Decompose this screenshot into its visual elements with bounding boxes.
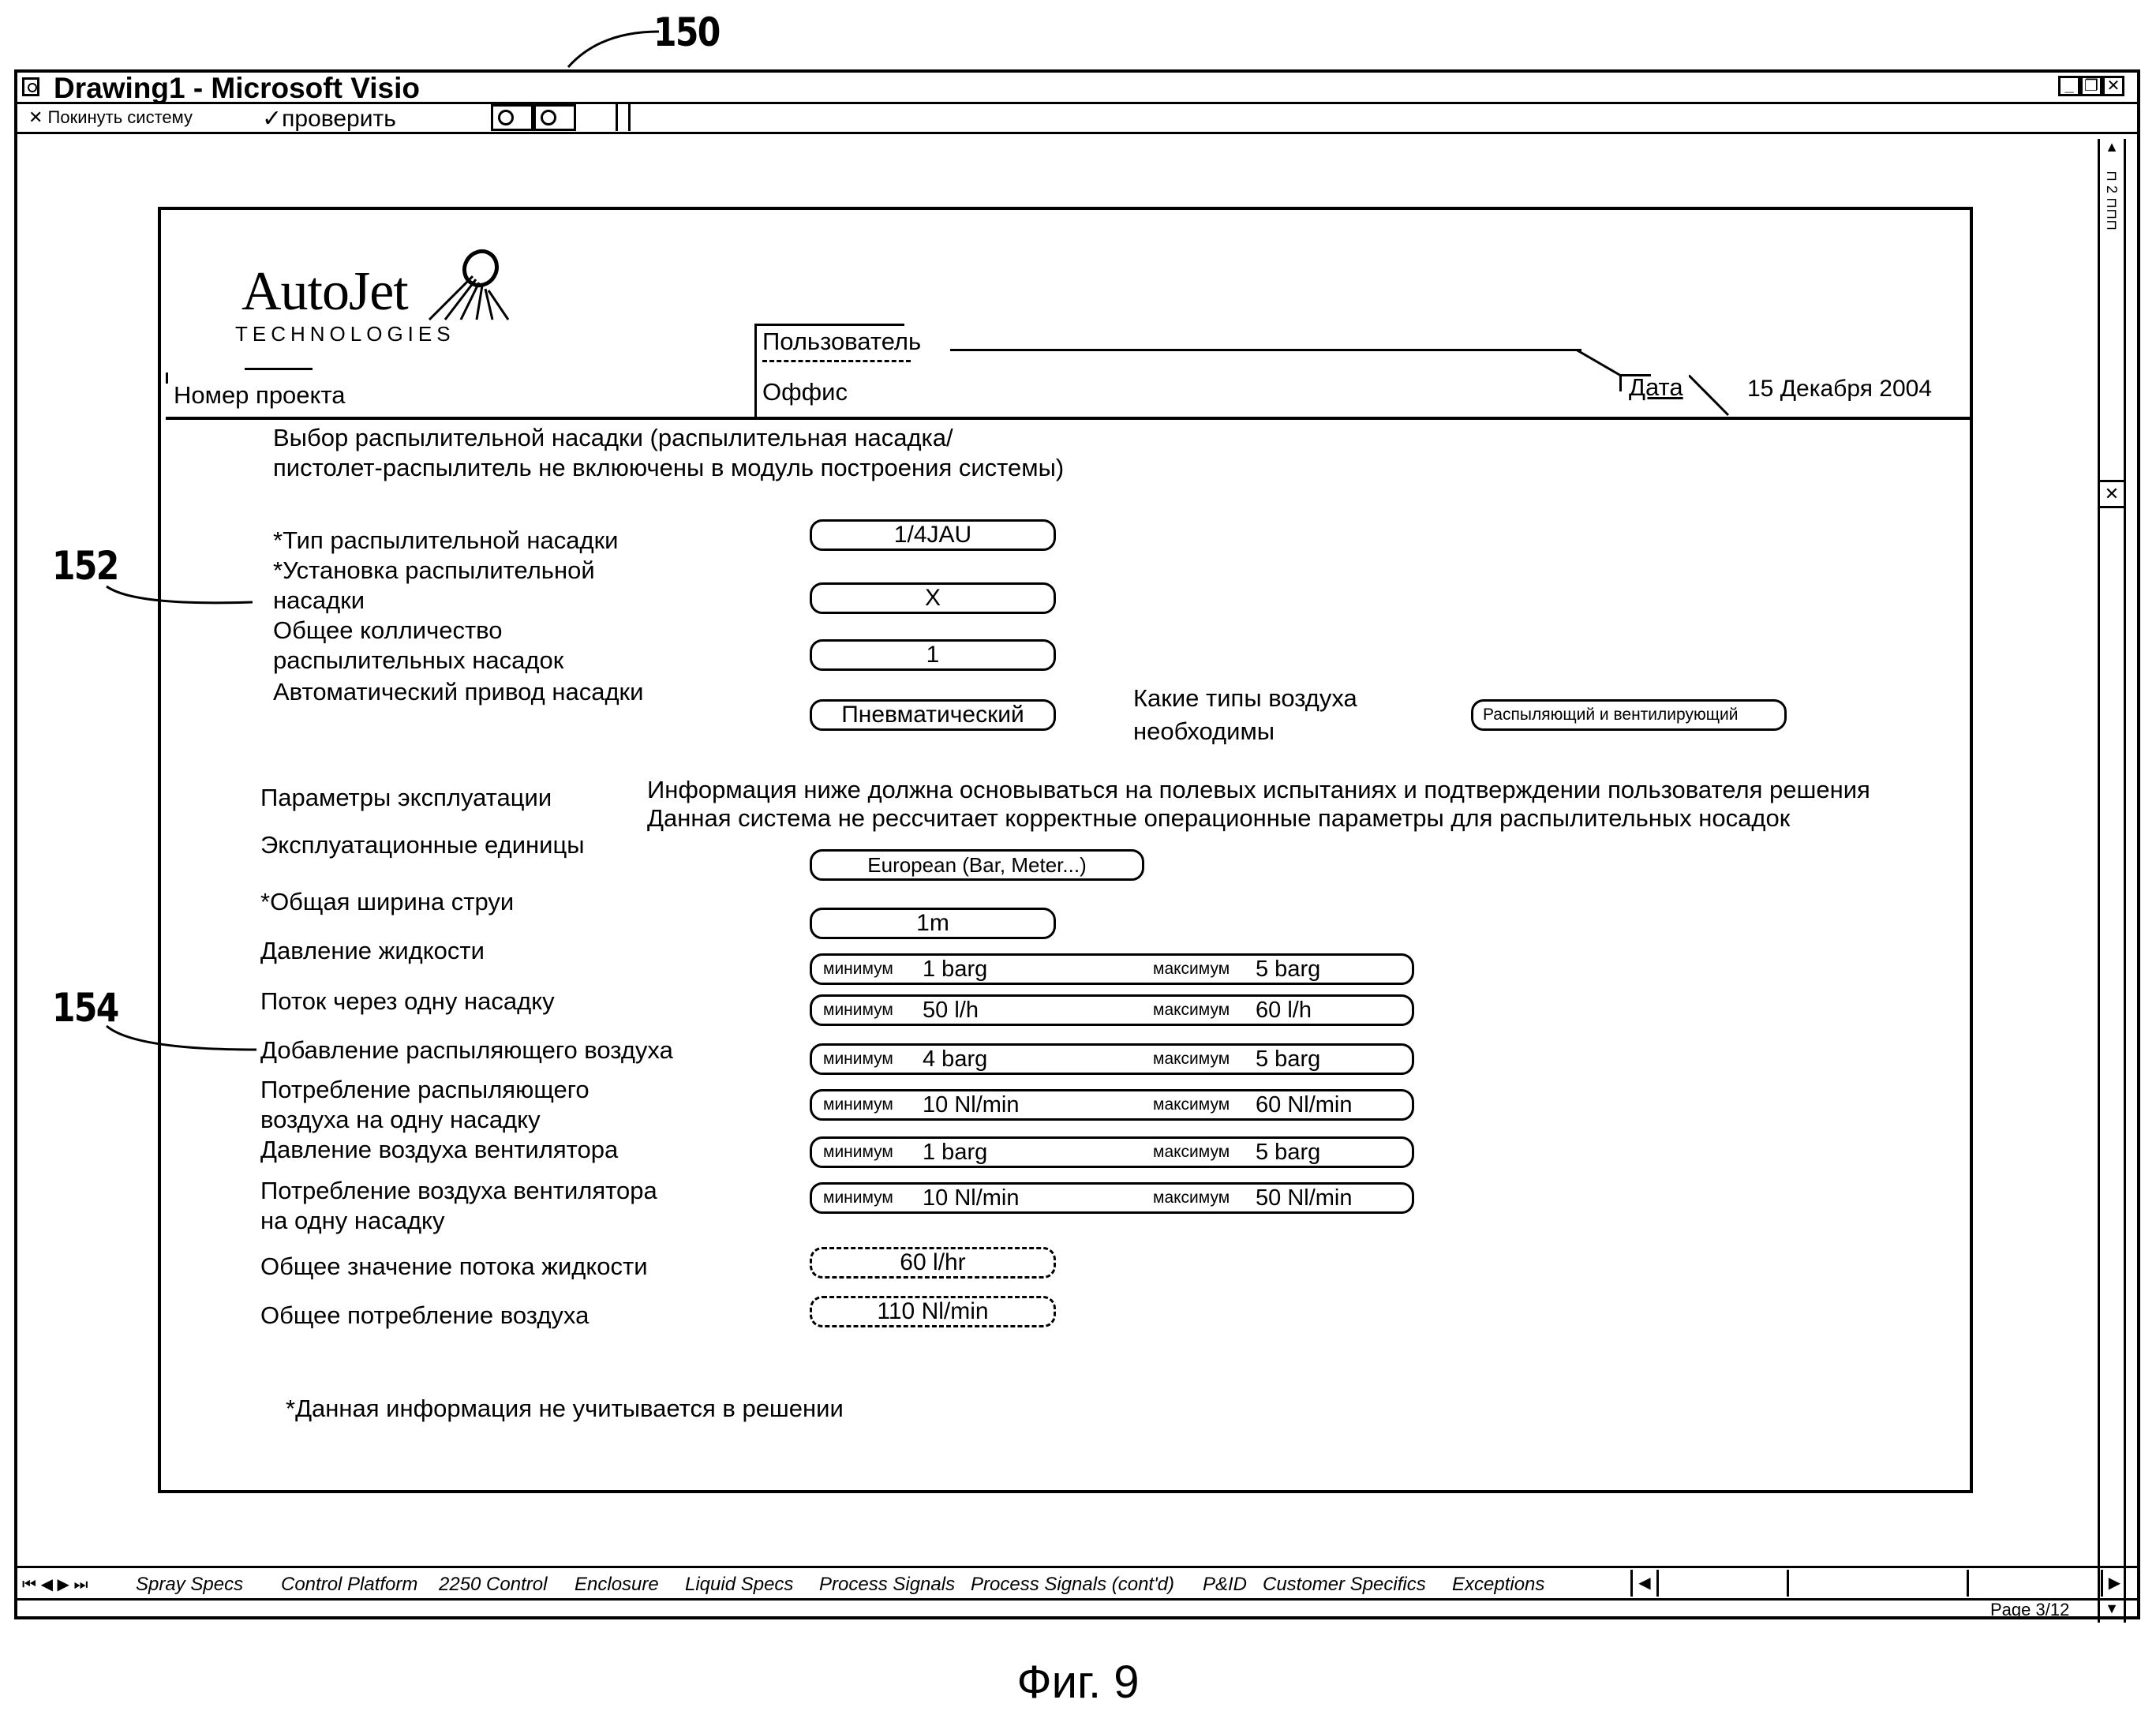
date-tab-edge <box>1619 374 1622 391</box>
min-value[interactable]: 10 Nl/min <box>923 1185 1128 1213</box>
toolbar <box>17 104 2137 134</box>
operation-params-label: Параметры эксплуатации <box>260 784 552 811</box>
project-tab-edge <box>166 373 168 384</box>
min-value[interactable]: 50 l/h <box>923 997 1128 1025</box>
hscroll-divider <box>1787 1570 1789 1597</box>
sheet-tab-spray-specs[interactable]: Spray Specs <box>136 1574 244 1595</box>
toolbar-separator <box>616 104 618 131</box>
check-label: проверить <box>282 106 396 132</box>
checkmark-icon: ✓ <box>262 106 283 132</box>
range-field-fan-air-pressure[interactable] <box>810 1136 1414 1168</box>
range-field-atomizing-consumption[interactable] <box>810 1089 1414 1121</box>
user-tab-top <box>756 324 904 326</box>
tab-left-edge <box>754 324 757 420</box>
range-field-liquid-pressure[interactable] <box>810 953 1414 985</box>
max-label: максимум <box>1153 1095 1230 1114</box>
leader-line-150 <box>552 24 663 71</box>
tab-slant <box>1577 349 1624 377</box>
units-label: Эксплуатационные единицы <box>260 831 585 859</box>
circle-tool-button-1[interactable] <box>491 104 533 131</box>
sheet-tab-exceptions[interactable]: Exceptions <box>1452 1574 1545 1595</box>
operation-note-1: Информация ниже должна основываться на полевых испытаниях и подтверждении пользователя решения <box>647 776 1870 803</box>
minimize-button[interactable]: _ <box>2058 76 2080 96</box>
max-value[interactable]: 5 barg <box>1256 1046 1398 1074</box>
nozzle-type-field[interactable]: 1/4JAU <box>810 519 1056 551</box>
nozzle-count-label-1: Общее колличество <box>273 616 503 644</box>
user-field-line <box>950 349 1581 351</box>
x-icon: ✕ <box>28 107 48 127</box>
sheet-tab-control-platform[interactable]: Control Platform <box>281 1574 418 1595</box>
max-value[interactable]: 60 l/h <box>1256 997 1398 1025</box>
max-label: максимум <box>1153 960 1230 978</box>
sheet-tab-enclosure[interactable]: Enclosure <box>575 1574 659 1595</box>
first-sheet-icon[interactable]: ⏮ <box>22 1576 36 1593</box>
air-types-label-2: необходимы <box>1133 717 1275 745</box>
sheet-tabs-bar <box>17 1566 2137 1601</box>
spray-form-panel <box>158 207 1973 1493</box>
min-label: минимум <box>823 960 893 978</box>
sheet-tab-process-signals-contd[interactable]: Process Signals (cont'd) <box>971 1574 1175 1595</box>
max-value[interactable]: 60 Nl/min <box>1256 1091 1398 1120</box>
max-value[interactable]: 5 barg <box>1256 956 1398 984</box>
hscroll-right-icon[interactable]: ▶ <box>2101 1570 2126 1597</box>
range-field-atomizing-air[interactable] <box>810 1043 1414 1075</box>
nozzle-setup-field[interactable]: X <box>810 582 1056 614</box>
nozzle-type-label: *Тип распылительной насадки <box>273 526 619 554</box>
sheet-tab-liquid-specs[interactable]: Liquid Specs <box>685 1574 794 1595</box>
max-label: максимум <box>1153 1050 1230 1068</box>
operation-note-2: Данная система не рессчитает корректные операционные параметры для распылительных носадок <box>647 804 1791 832</box>
max-label: максимум <box>1153 1189 1230 1207</box>
project-label: Номер проекта <box>174 381 346 409</box>
max-value[interactable]: 50 Nl/min <box>1256 1185 1398 1213</box>
logo-spray-icon <box>425 245 520 324</box>
sheet-tab-process-signals[interactable]: Process Signals <box>819 1574 956 1595</box>
reference-numeral-150: 150 <box>653 9 720 55</box>
scroll-up-icon[interactable]: ▲ <box>2105 139 2119 155</box>
sheet-nav-buttons[interactable] <box>22 1573 88 1597</box>
autojet-logo: AutoJet <box>241 261 408 322</box>
nozzle-setup-label-2: насадки <box>273 586 365 614</box>
header-divider <box>166 417 1970 420</box>
toolbar-separator-2 <box>628 104 631 131</box>
prev-sheet-icon[interactable]: ◀ <box>40 1576 53 1593</box>
page-indicator: Page 3/12 <box>1990 1600 2070 1619</box>
min-label: минимум <box>823 1143 893 1161</box>
range-label-flow-per-nozzle: Поток через одну насадку <box>260 987 555 1015</box>
scroll-down-icon[interactable]: ▼ <box>2105 1601 2119 1616</box>
vertical-scrollbar[interactable] <box>2098 139 2126 1623</box>
visio-app-icon <box>22 77 39 96</box>
total-flow-label: Общее значение потока жидкости <box>260 1252 648 1280</box>
close-small-icon[interactable]: ✕ <box>2100 480 2124 508</box>
date-label: Дата <box>1629 373 1683 401</box>
ruler-mark: ⊓ 2 ⊓⊓⊓ <box>2104 170 2120 231</box>
last-sheet-icon[interactable]: ⏭ <box>73 1576 88 1593</box>
range-field-flow-per-nozzle[interactable] <box>810 994 1414 1026</box>
range-label-atomizing-air: Добавление распыляющего воздуха <box>260 1036 673 1064</box>
intro-line-1: Выбор распылительной насадки (распылительная насадка/ <box>273 424 953 451</box>
date-value: 15 Декабря 2004 <box>1747 376 1933 402</box>
total-flow-field: 60 l/hr <box>810 1247 1056 1279</box>
total-air-label: Общее потребление воздуха <box>260 1301 590 1329</box>
min-value[interactable]: 4 barg <box>923 1046 1128 1074</box>
range-label-fan-consumption-2: на одну насадку <box>260 1207 445 1234</box>
status-bar <box>17 1601 2137 1619</box>
nozzle-count-field[interactable]: 1 <box>810 639 1056 671</box>
sheet-tab-pid[interactable]: P&ID <box>1203 1574 1248 1595</box>
min-value[interactable]: 1 barg <box>923 956 1128 984</box>
user-label-underline <box>762 360 911 362</box>
spray-width-field[interactable]: 1m <box>810 908 1056 939</box>
nozzle-count-label-2: распылительных насадок <box>273 646 564 674</box>
next-sheet-icon[interactable]: ▶ <box>57 1576 69 1593</box>
close-button[interactable]: ✕ <box>2102 76 2124 96</box>
figure-caption: Фиг. 9 <box>1016 1657 1140 1708</box>
min-label: минимум <box>823 1189 893 1207</box>
min-label: минимум <box>823 1050 893 1068</box>
window-title: Drawing1 - Microsoft Visio <box>54 72 420 104</box>
reference-numeral-152: 152 <box>52 543 118 589</box>
sheet-tab-2250-control[interactable]: 2250 Control <box>439 1574 548 1595</box>
max-value[interactable]: 5 barg <box>1256 1139 1398 1167</box>
range-label-liquid-pressure: Давление жидкости <box>260 937 485 964</box>
nozzle-setup-label-1: *Установка распылительной <box>273 556 595 584</box>
nozzle-drive-label: Автоматический привод насадки <box>273 678 644 706</box>
intro-line-2: пистолет-распылитель не вклюючены в модуль построения системы) <box>273 454 1065 481</box>
units-field[interactable]: European (Bar, Meter...) <box>810 849 1144 881</box>
min-label: минимум <box>823 1095 893 1114</box>
logout-button[interactable] <box>28 106 193 129</box>
nozzle-drive-field[interactable]: Пневматический <box>810 699 1056 731</box>
range-label-atomizing-consumption-1: Потребление распыляющего <box>260 1076 590 1103</box>
logo-subtitle: TECHNOLOGIES <box>235 322 455 346</box>
total-air-field: 110 Nl/min <box>810 1296 1056 1327</box>
range-field-fan-consumption[interactable] <box>810 1182 1414 1214</box>
max-label: максимум <box>1153 1143 1230 1161</box>
logout-label: Покинуть систему <box>47 107 193 127</box>
spray-width-label: *Общая ширина струи <box>260 888 515 915</box>
air-types-label-1: Какие типы воздуха <box>1133 684 1357 712</box>
sheet-tab-customer-specifics[interactable]: Customer Specifics <box>1263 1574 1426 1595</box>
office-label: Оффис <box>762 378 848 406</box>
range-label-fan-air-pressure: Давление воздуха вентилятора <box>260 1136 619 1163</box>
min-value[interactable]: 1 barg <box>923 1139 1128 1167</box>
title-bar <box>17 73 2137 104</box>
hscroll-left-icon[interactable]: ◀ <box>1630 1570 1659 1597</box>
max-label: максимум <box>1153 1001 1230 1019</box>
range-label-fan-consumption-1: Потребление воздуха вентилятора <box>260 1177 657 1204</box>
logo-underline <box>245 368 313 370</box>
range-label-atomizing-consumption-2: воздуха на одну насадку <box>260 1106 541 1133</box>
min-value[interactable]: 10 Nl/min <box>923 1091 1128 1120</box>
reference-numeral-154: 154 <box>52 985 118 1031</box>
hscroll-divider-2 <box>1967 1570 1969 1597</box>
date-tab-slant <box>1689 374 1736 421</box>
restore-button[interactable]: ❐ <box>2080 76 2102 96</box>
circle-tool-button-2[interactable] <box>533 104 576 131</box>
min-label: минимум <box>823 1001 893 1019</box>
footnote: *Данная информация не учитывается в решении <box>286 1395 844 1422</box>
user-label: Пользователь <box>762 328 922 355</box>
air-types-field[interactable]: Распыляющий и вентилирующий <box>1471 699 1787 731</box>
check-button[interactable] <box>262 106 396 133</box>
